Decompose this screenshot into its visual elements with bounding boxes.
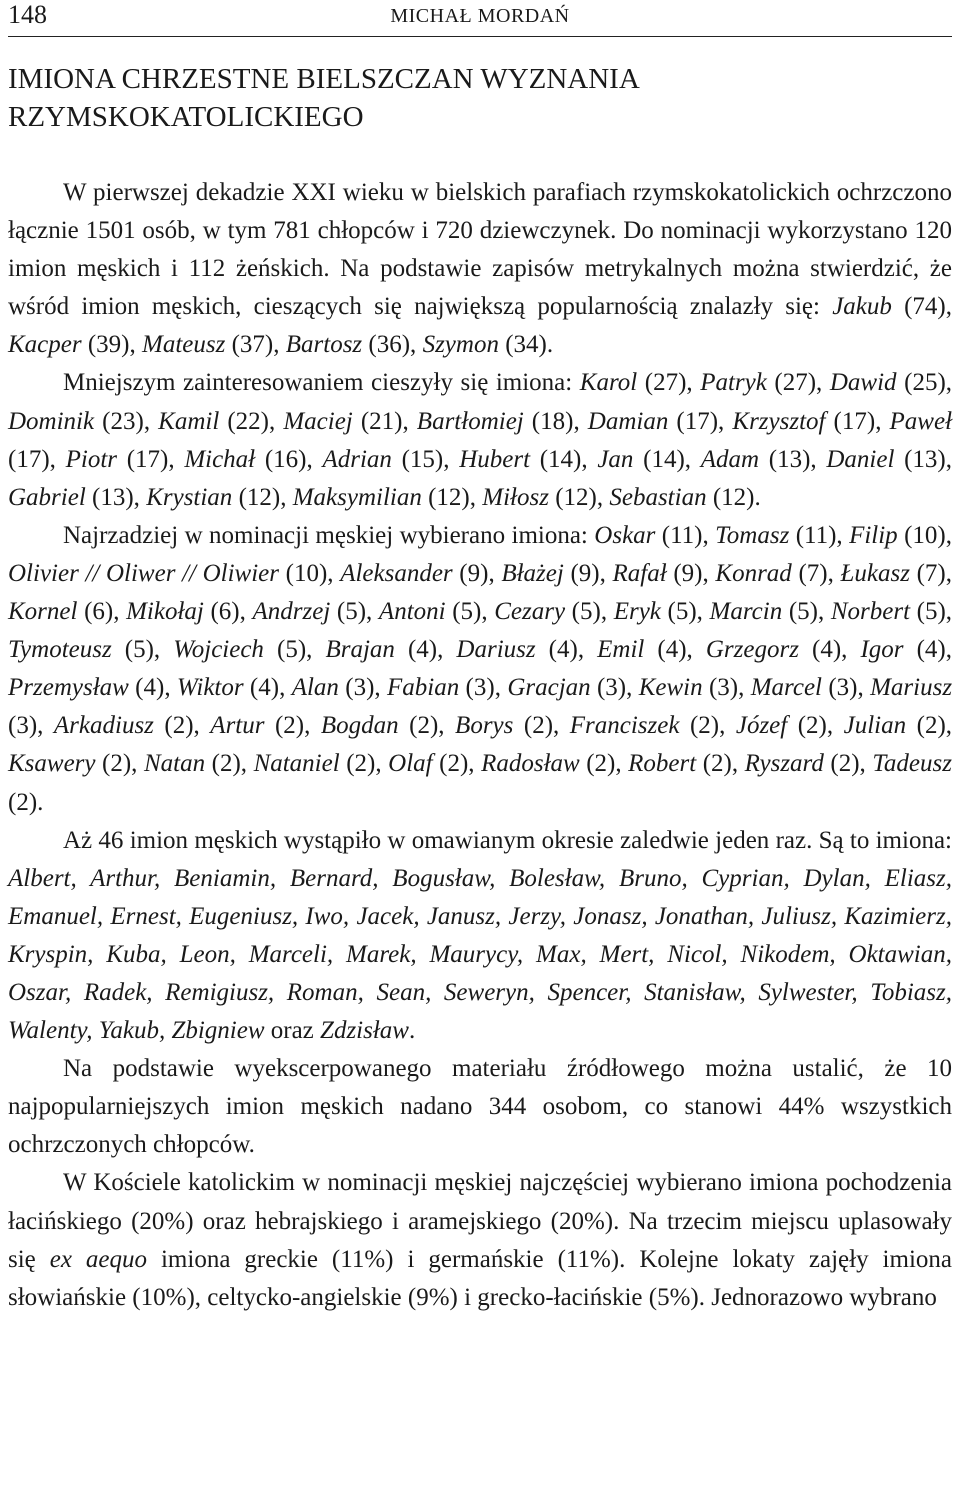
text-run: Na podstawie wyekscerpowanego materiału źródłowego można ustalić, że 10 najpopularniejszych imion męskich nadano 344 osobom, co stanowi 44% wszystkich ochrzczonych chłopców. bbox=[8, 1055, 952, 1159]
paragraph bbox=[8, 364, 952, 516]
italic-name: Marcel bbox=[750, 674, 822, 702]
italic-name: Aleksander bbox=[340, 559, 453, 587]
text-run: (9), bbox=[666, 559, 716, 587]
italic-name: Paweł bbox=[889, 407, 953, 435]
text-run: (5), bbox=[565, 598, 614, 626]
text-run: (2), bbox=[823, 750, 873, 778]
text-run: (5), bbox=[660, 598, 710, 626]
text-run: W pierwszej dekadzie XXI wieku w bielskich parafiach rzymskokatolickich ochrzczono łącznie 1501 osób, w tym 781 chłopców i 720 dziewczynek. Do nominacji wykorzystano 120 imion męskich i 112 żeńskich. Na podstawie zapisów metrykalnych można stwierdzić, że wśród imion męskich, cieszących się największą popularnością znalazły się: bbox=[8, 179, 952, 321]
body-text bbox=[8, 174, 952, 1317]
page-number: 148 bbox=[8, 0, 47, 29]
text-run: (12), bbox=[421, 483, 483, 511]
italic-name: Filip bbox=[849, 521, 898, 549]
text-run: (27), bbox=[766, 369, 830, 397]
italic-name: Damian bbox=[587, 407, 669, 435]
italic-name: Patryk bbox=[700, 369, 767, 397]
italic-name: Jan bbox=[597, 445, 634, 473]
paragraph bbox=[8, 822, 952, 1051]
text-run: (2), bbox=[264, 712, 321, 740]
text-run: (4), bbox=[903, 636, 952, 664]
text-run: (36), bbox=[362, 331, 423, 359]
text-run: (4), bbox=[644, 636, 706, 664]
running-header bbox=[8, 0, 952, 37]
text-run: (9), bbox=[452, 559, 502, 587]
italic-name: Antoni bbox=[378, 598, 446, 626]
italic-name: Oskar bbox=[594, 521, 656, 549]
text-run: (11), bbox=[789, 521, 850, 549]
text-run: (2), bbox=[205, 750, 254, 778]
text-run: (2), bbox=[787, 712, 844, 740]
running-head-author: MICHAŁ MORDAŃ bbox=[390, 5, 570, 27]
text-run: Mniejszym zainteresowaniem cieszyły się imiona: bbox=[63, 369, 580, 397]
italic-name: Konrad bbox=[715, 559, 792, 587]
italic-name: Michał bbox=[184, 445, 256, 473]
text-run: (5), bbox=[445, 598, 495, 626]
text-run: (13), bbox=[85, 483, 147, 511]
text-run: (6), bbox=[203, 598, 253, 626]
text-run: oraz bbox=[264, 1017, 321, 1045]
italic-name: Łukasz bbox=[840, 559, 910, 587]
italic-name: Kewin bbox=[638, 674, 703, 702]
text-run: (4), bbox=[128, 674, 177, 702]
text-run: (37), bbox=[225, 331, 286, 359]
italic-name: Kamil bbox=[158, 407, 220, 435]
text-run: (17), bbox=[668, 407, 733, 435]
text-run: (12), bbox=[232, 483, 293, 511]
italic-name: Igor bbox=[860, 636, 904, 664]
italic-name: Cezary bbox=[494, 598, 566, 626]
text-run: (2), bbox=[679, 712, 736, 740]
text-run: (7), bbox=[909, 559, 952, 587]
italic-name: Natan bbox=[143, 750, 206, 778]
text-run: (3), bbox=[8, 712, 54, 740]
italic-name: Olaf bbox=[388, 750, 433, 778]
italic-name: Bogdan bbox=[320, 712, 399, 740]
text-run: (5), bbox=[263, 636, 326, 664]
italic-name: Tadeusz bbox=[872, 750, 952, 778]
italic-name: Franciszek bbox=[569, 712, 680, 740]
paragraph bbox=[8, 517, 952, 822]
italic-name: Olivier // Oliwer // Oliwier bbox=[8, 559, 279, 587]
italic-name: Artur bbox=[210, 712, 265, 740]
italic-name: Brajan bbox=[325, 636, 395, 664]
text-run: (25), bbox=[896, 369, 953, 397]
italic-name: Kacper bbox=[8, 331, 82, 359]
text-run: (2), bbox=[432, 750, 482, 778]
italic-name: Ryszard bbox=[744, 750, 824, 778]
italic-name: Wojciech bbox=[173, 636, 264, 664]
italic-name: Grzegorz bbox=[705, 636, 799, 664]
italic-name: Borys bbox=[455, 712, 514, 740]
text-run: (17), bbox=[8, 445, 66, 473]
text-run: (2). bbox=[8, 788, 44, 816]
text-run: (15), bbox=[391, 445, 460, 473]
text-run: (16), bbox=[255, 445, 323, 473]
italic-name: Emil bbox=[597, 636, 645, 664]
text-run: (4), bbox=[535, 636, 598, 664]
text-run: (22), bbox=[219, 407, 284, 435]
italic-name: Krystian bbox=[146, 483, 233, 511]
paragraph bbox=[8, 1050, 952, 1164]
italic-name: Robert bbox=[628, 750, 697, 778]
text-run: (5), bbox=[782, 598, 831, 626]
text-run: Najrzadziej w nominacji męskiej wybierano imiona: bbox=[63, 521, 595, 549]
text-run: (12). bbox=[706, 483, 761, 511]
italic-name: Andrzej bbox=[252, 598, 331, 626]
text-run: (13), bbox=[759, 445, 827, 473]
italic-name: Albert, Arthur, Beniamin, Bernard, Bogusław, Bolesław, Bruno, Cyprian, Dylan, Eliasz, Emanuel, Ernest, Eugeniusz, Iwo, Jacek, Janusz, Jerzy, Jonasz, Jonathan, Juliusz, Kazimierz, Kryspin, Kuba, Leon, Marceli, Marek, Maurycy, Max, Mert, Nicol, Nikodem, Oktawian, Oszar, Radek, Remigiusz, Roman, Sean, Seweryn, Spencer, Stanisław, Sylwester, Tobiasz, Walenty, Yakub, Zbigniew bbox=[8, 864, 952, 1045]
italic-name: Mateusz bbox=[142, 331, 226, 359]
italic-name: Dariusz bbox=[456, 636, 536, 664]
text-run: (2), bbox=[153, 712, 211, 740]
text-run: (3), bbox=[702, 674, 751, 702]
italic-name: Krzysztof bbox=[732, 407, 826, 435]
text-run: (17), bbox=[117, 445, 185, 473]
text-run: (13), bbox=[894, 445, 952, 473]
italic-name: Zdzisław bbox=[320, 1017, 409, 1045]
italic-name: Karol bbox=[579, 369, 638, 397]
italic-name: Maciej bbox=[283, 407, 353, 435]
italic-name: Adam bbox=[700, 445, 760, 473]
italic-name: Bartosz bbox=[285, 331, 363, 359]
italic-name: Julian bbox=[843, 712, 907, 740]
text-run: (2), bbox=[906, 712, 953, 740]
italic-name: Rafał bbox=[612, 559, 667, 587]
italic-name: Hubert bbox=[459, 445, 531, 473]
text-run: (5), bbox=[910, 598, 953, 626]
text-run: (2), bbox=[95, 750, 144, 778]
text-run: (9), bbox=[563, 559, 613, 587]
paragraph bbox=[8, 1164, 952, 1316]
text-run: (18), bbox=[523, 407, 588, 435]
italic-name: Miłosz bbox=[482, 483, 549, 511]
italic-name: Dominik bbox=[8, 407, 95, 435]
text-run: (10), bbox=[897, 521, 952, 549]
italic-name: Przemysław bbox=[8, 674, 129, 702]
italic-name: Daniel bbox=[826, 445, 895, 473]
text-run: (27), bbox=[637, 369, 701, 397]
text-run: (5), bbox=[330, 598, 379, 626]
italic-name: Radosław bbox=[481, 750, 580, 778]
italic-name: Marcin bbox=[709, 598, 783, 626]
text-run: (2), bbox=[339, 750, 389, 778]
italic-name: Eryk bbox=[613, 598, 661, 626]
italic-name: Fabian bbox=[387, 674, 460, 702]
text-run: (17), bbox=[825, 407, 890, 435]
italic-name: Dawid bbox=[829, 369, 897, 397]
italic-name: Kornel bbox=[8, 598, 78, 626]
text-run: (7), bbox=[791, 559, 841, 587]
text-run: (14), bbox=[530, 445, 598, 473]
text-run: (2), bbox=[513, 712, 570, 740]
italic-name: Jakub bbox=[832, 293, 892, 321]
italic-name: Tomasz bbox=[715, 521, 790, 549]
text-run: (3), bbox=[822, 674, 871, 702]
text-run: (3), bbox=[338, 674, 387, 702]
italic-name: Mikołaj bbox=[126, 598, 204, 626]
text-run: (3), bbox=[590, 674, 639, 702]
italic-name: Norbert bbox=[830, 598, 911, 626]
text-run: (21), bbox=[352, 407, 417, 435]
italic-name: Sebastian bbox=[609, 483, 707, 511]
text-run: W Kościele katolickim w nominacji męskiej najczęściej wybierano imiona pochodzenia łacińskiego (20%) oraz hebrajskiego i aramejskiego (20%). Na trzecim miejscu uplasowały się bbox=[8, 1169, 952, 1273]
italic-name: Nataniel bbox=[253, 750, 340, 778]
text-run: (39), bbox=[81, 331, 143, 359]
text-run: (3), bbox=[459, 674, 508, 702]
text-run: (5), bbox=[111, 636, 174, 664]
text-run: (4), bbox=[798, 636, 861, 664]
italic-name: Piotr bbox=[65, 445, 118, 473]
text-run: Aż 46 imion męskich wystąpiło w omawianym okresie zaledwie jeden raz. Są to imiona: bbox=[63, 826, 952, 854]
italic-name: Bartłomiej bbox=[416, 407, 524, 435]
italic-name: Ksawery bbox=[8, 750, 96, 778]
italic-name: Gabriel bbox=[8, 483, 86, 511]
text-run: (4), bbox=[394, 636, 457, 664]
paragraph bbox=[8, 174, 952, 364]
text-run: (74), bbox=[891, 293, 952, 321]
text-run: (2), bbox=[696, 750, 745, 778]
italic-name: Wiktor bbox=[176, 674, 244, 702]
text-run: (14), bbox=[633, 445, 701, 473]
italic-name: Adrian bbox=[322, 445, 392, 473]
italic-name: Alan bbox=[291, 674, 339, 702]
italic-name: Gracjan bbox=[507, 674, 591, 702]
text-run: . bbox=[408, 1017, 416, 1045]
text-run: (4), bbox=[243, 674, 292, 702]
section-title: IMIONA CHRZESTNE BIELSZCZAN WYZNANIA RZYMSKOKATOLICKIEGO bbox=[8, 63, 639, 133]
text-run: (6), bbox=[77, 598, 127, 626]
text-run: (34). bbox=[498, 331, 554, 359]
text-run: (23), bbox=[94, 407, 159, 435]
text-run: (2), bbox=[398, 712, 456, 740]
text-run: (11), bbox=[655, 521, 716, 549]
italic-name: Arkadiusz bbox=[53, 712, 154, 740]
text-run: (12), bbox=[548, 483, 610, 511]
text-run: imiona greckie (11%) i germańskie (11%). Kolejne lokaty zajęły imiona słowiańskie (10%), celtycko-angielskie (9%) i grecko-łacińskie (5%). Jednorazowo wybrano bbox=[8, 1245, 952, 1311]
italic-name: Mariusz bbox=[870, 674, 953, 702]
italic-name: ex aequo bbox=[49, 1245, 148, 1273]
text-run: (10), bbox=[279, 559, 341, 587]
italic-name: Tymoteusz bbox=[8, 636, 112, 664]
italic-name: Maksymilian bbox=[292, 483, 422, 511]
italic-name: Błażej bbox=[501, 559, 564, 587]
text-run: (2), bbox=[579, 750, 629, 778]
italic-name: Szymon bbox=[422, 331, 499, 359]
italic-name: Józef bbox=[735, 712, 788, 740]
